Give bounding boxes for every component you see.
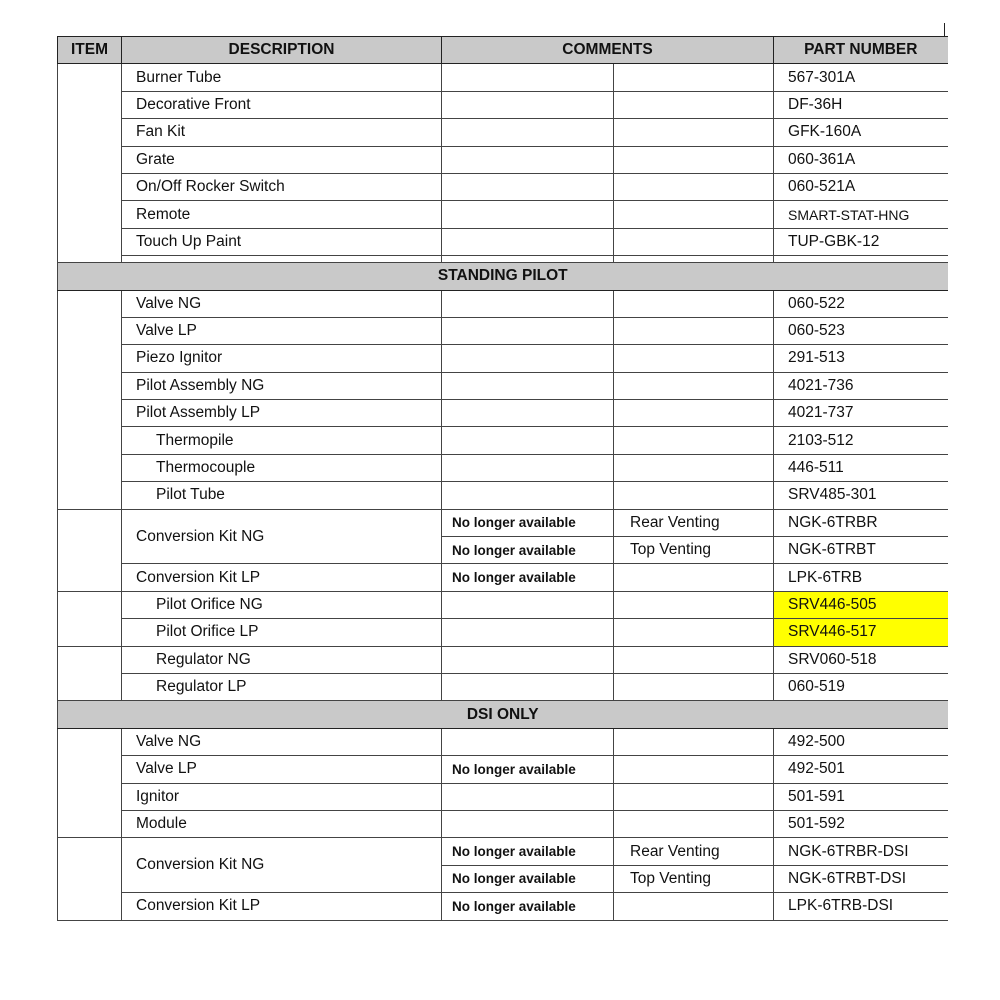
comment-cell: No longer available [442, 537, 614, 564]
table-row [58, 728, 948, 755]
comment-cell [614, 228, 774, 255]
comment-cell [614, 119, 774, 146]
description-cell: Valve NG [122, 290, 442, 317]
comment-cell: No longer available [442, 865, 614, 892]
section-title: DSI ONLY [58, 701, 948, 728]
comment-cell [614, 173, 774, 200]
comment-cell [442, 64, 614, 91]
header-part-number: PART NUMBER [774, 37, 948, 64]
part-number-cell: GFK-160A [774, 119, 948, 146]
description-cell: Valve LP [122, 756, 442, 783]
part-number-cell: 4021-737 [774, 400, 948, 427]
item-cell [58, 728, 122, 838]
item-cell [58, 838, 122, 920]
table-row [58, 228, 948, 255]
item-cell [58, 591, 122, 646]
item-cell [58, 509, 122, 591]
table-row [58, 509, 948, 536]
table-row [58, 400, 948, 427]
description-cell: Ignitor [122, 783, 442, 810]
spacer-row [58, 256, 948, 263]
comment-cell: No longer available [442, 509, 614, 536]
table-row [58, 427, 948, 454]
table-row [58, 290, 948, 317]
comment-cell [614, 146, 774, 173]
comment-cell [614, 201, 774, 228]
part-number-cell: LPK-6TRB [774, 564, 948, 591]
description-cell: Thermopile [122, 427, 442, 454]
part-number-cell: 492-501 [774, 756, 948, 783]
description-cell: Piezo Ignitor [122, 345, 442, 372]
table-row [58, 146, 948, 173]
table-row [58, 591, 948, 618]
table-row [58, 673, 948, 700]
description-cell: Burner Tube [122, 64, 442, 91]
description-cell: Conversion Kit LP [122, 893, 442, 920]
table-row [58, 893, 948, 920]
comment-cell: No longer available [442, 893, 614, 920]
table-row [58, 91, 948, 118]
description-cell: Fan Kit [122, 119, 442, 146]
table-row [58, 173, 948, 200]
table-row [58, 564, 948, 591]
table-header-row [58, 37, 948, 64]
description-cell: On/Off Rocker Switch [122, 173, 442, 200]
description-cell: Regulator NG [122, 646, 442, 673]
table-row [58, 646, 948, 673]
table-row [58, 783, 948, 810]
table-row [58, 345, 948, 372]
part-number-cell: DF-36H [774, 91, 948, 118]
comment-cell: Rear Venting [614, 509, 774, 536]
header-description: DESCRIPTION [122, 37, 442, 64]
item-cell [58, 646, 122, 701]
comment-cell: No longer available [442, 564, 614, 591]
description-cell: Regulator LP [122, 673, 442, 700]
comment-cell: No longer available [442, 756, 614, 783]
comment-cell [614, 64, 774, 91]
part-number-cell: 492-500 [774, 728, 948, 755]
part-number-cell: SRV485-301 [774, 482, 948, 509]
description-cell: Touch Up Paint [122, 228, 442, 255]
table-edge-mark [944, 23, 945, 37]
comment-cell [442, 146, 614, 173]
description-cell: Conversion Kit NG [122, 509, 442, 564]
part-number-cell: 060-521A [774, 173, 948, 200]
description-cell: Decorative Front [122, 91, 442, 118]
comment-cell [442, 91, 614, 118]
comment-cell [442, 228, 614, 255]
table-row [58, 454, 948, 481]
part-number-cell: NGK-6TRBR-DSI [774, 838, 948, 865]
description-cell: Module [122, 810, 442, 837]
comment-cell: Top Venting [614, 865, 774, 892]
table-row [58, 482, 948, 509]
part-number-cell-highlighted: SRV446-505 [774, 591, 948, 618]
part-number-cell: SRV060-518 [774, 646, 948, 673]
item-cell [58, 64, 122, 263]
section-header-standing-pilot [58, 263, 948, 290]
part-number-cell: 060-523 [774, 317, 948, 344]
description-cell: Pilot Assembly NG [122, 372, 442, 399]
section-title: STANDING PILOT [58, 263, 948, 290]
part-number-cell: NGK-6TRBT-DSI [774, 865, 948, 892]
table-row [58, 619, 948, 646]
comment-cell [442, 201, 614, 228]
comment-cell [442, 173, 614, 200]
part-number-cell-highlighted: SRV446-517 [774, 619, 948, 646]
item-cell [58, 290, 122, 509]
comment-cell: No longer available [442, 838, 614, 865]
part-number-cell: TUP-GBK-12 [774, 228, 948, 255]
part-number-cell: 446-511 [774, 454, 948, 481]
part-number-cell: 501-591 [774, 783, 948, 810]
comment-cell [442, 119, 614, 146]
description-cell: Grate [122, 146, 442, 173]
parts-table [57, 36, 948, 921]
description-cell: Thermocouple [122, 454, 442, 481]
part-number-cell: NGK-6TRBT [774, 537, 948, 564]
description-cell: Conversion Kit LP [122, 564, 442, 591]
description-cell: Remote [122, 201, 442, 228]
part-number-cell: SMART-STAT-HNG [774, 201, 948, 228]
header-item: ITEM [58, 37, 122, 64]
part-number-cell: 060-519 [774, 673, 948, 700]
part-number-cell: NGK-6TRBR [774, 509, 948, 536]
description-cell: Pilot Orifice NG [122, 591, 442, 618]
header-comments: COMMENTS [442, 37, 774, 64]
part-number-cell: 060-361A [774, 146, 948, 173]
description-cell: Conversion Kit NG [122, 838, 442, 893]
comment-cell: Top Venting [614, 537, 774, 564]
description-cell: Pilot Tube [122, 482, 442, 509]
table-row [58, 317, 948, 344]
table-row [58, 201, 948, 228]
part-number-cell: 2103-512 [774, 427, 948, 454]
table-row [58, 756, 948, 783]
part-number-cell: 4021-736 [774, 372, 948, 399]
part-number-cell: 060-522 [774, 290, 948, 317]
description-cell: Pilot Assembly LP [122, 400, 442, 427]
part-number-cell: LPK-6TRB-DSI [774, 893, 948, 920]
part-number-cell: 291-513 [774, 345, 948, 372]
comment-cell: Rear Venting [614, 838, 774, 865]
table-row [58, 810, 948, 837]
description-cell: Valve LP [122, 317, 442, 344]
section-header-dsi-only [58, 701, 948, 728]
parts-table-container [57, 36, 948, 921]
description-cell: Pilot Orifice LP [122, 619, 442, 646]
table-row [58, 119, 948, 146]
description-cell: Valve NG [122, 728, 442, 755]
comment-cell [614, 91, 774, 118]
part-number-cell: 567-301A [774, 64, 948, 91]
table-row [58, 64, 948, 91]
table-row [58, 838, 948, 865]
part-number-cell: 501-592 [774, 810, 948, 837]
table-row [58, 372, 948, 399]
